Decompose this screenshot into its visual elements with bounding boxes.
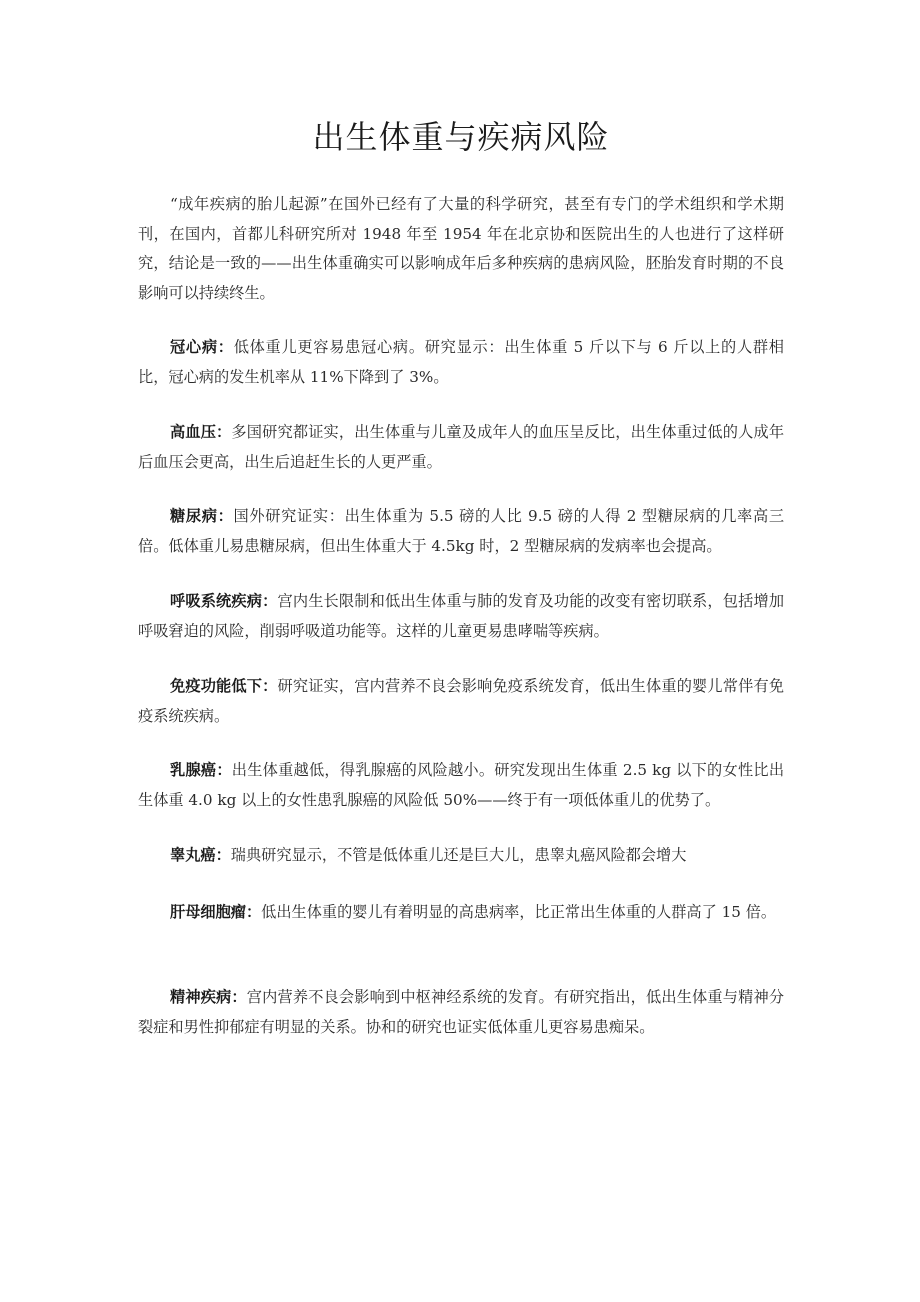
section-label: 肝母细胞瘤： — [170, 903, 262, 921]
section-text: 瑞典研究显示，不管是低体重儿还是巨大儿，患睾丸癌风险都会增大 — [230, 846, 687, 864]
intro-paragraph — [138, 190, 784, 308]
section-respiratory-disease — [138, 587, 784, 646]
section-coronary-heart-disease — [138, 333, 784, 392]
section-label: 精神疾病： — [170, 988, 247, 1006]
section-immune-deficiency — [138, 672, 784, 731]
section-hypertension — [138, 418, 784, 477]
section-label: 糖尿病： — [170, 507, 234, 525]
section-text: 低出生体重的婴儿有着明显的高患病率，比正常出生体重的人群高了 15 倍。 — [261, 903, 777, 921]
intro-text: “成年疾病的胎儿起源”在国外已经有了大量的科学研究，甚至有专门的学术组织和学术期刊，在国内，首都儿科研究所对 1948 年至 1954 年在北京协和医院出生的人也进行了这样研究，结论是一致的——出生体重确实可以影响成年后多种疾病的患病风险，胚胎发育时期的不良影响可以持续终生。 — [138, 195, 784, 302]
section-hepatoblastoma — [138, 898, 784, 928]
section-text: 国外研究证实：出生体重为 5.5 磅的人比 9.5 磅的人得 2 型糖尿病的几率高三倍。低体重儿易患糖尿病，但出生体重大于 4.5kg 时，2 型糖尿病的发病率也会提高。 — [138, 507, 785, 555]
section-mental-illness — [138, 983, 784, 1042]
section-label: 高血压： — [170, 423, 232, 441]
section-label: 免疫功能低下： — [170, 677, 278, 695]
section-label: 睾丸癌： — [170, 846, 231, 864]
section-text: 多国研究都证实，出生体重与儿童及成年人的血压呈反比，出生体重过低的人成年后血压会更高，出生后追赶生长的人更严重。 — [138, 423, 785, 471]
section-diabetes — [138, 502, 784, 561]
section-label: 冠心病： — [170, 338, 234, 356]
section-testicular-cancer — [138, 841, 784, 871]
section-text: 宫内生长限制和低出生体重与肺的发育及功能的改变有密切联系，包括增加呼吸窘迫的风险，削弱呼吸道功能等。这样的儿童更易患哮喘等疾病。 — [138, 592, 785, 640]
section-text: 出生体重越低，得乳腺癌的风险越小。研究发现出生体重 2.5 kg 以下的女性比出生体重 4.0 kg 以上的女性患乳腺癌的风险低 50%——终于有一项低体重儿的优势了。 — [138, 761, 785, 809]
section-text: 低体重儿更容易患冠心病。研究显示：出生体重 5 斤以下与 6 斤以上的人群相比，冠心病的发生机率从 11%下降到了 3%。 — [138, 338, 784, 386]
section-text: 宫内营养不良会影响到中枢神经系统的发育。有研究指出，低出生体重与精神分裂症和男性抑郁症有明显的关系。协和的研究也证实低体重儿更容易患痴呆。 — [138, 988, 785, 1036]
document-title: 出生体重与疾病风险 — [312, 118, 610, 156]
section-text: 研究证实，宫内营养不良会影响免疫系统发育，低出生体重的婴儿常伴有免疫系统疾病。 — [138, 677, 785, 725]
section-breast-cancer — [138, 756, 784, 815]
section-label: 呼吸系统疾病： — [170, 592, 278, 610]
section-label: 乳腺癌： — [170, 761, 232, 779]
